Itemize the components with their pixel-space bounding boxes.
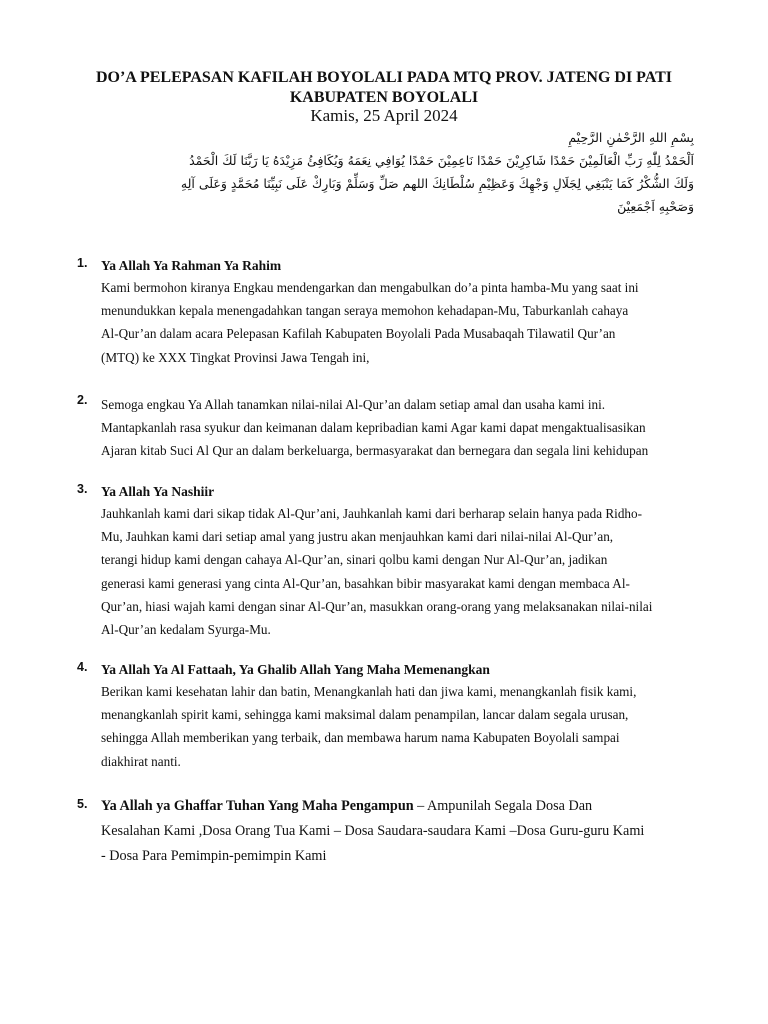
- body-line: diakhirat nanti.: [101, 753, 181, 769]
- body-line: Al-Qur’an kedalam Syurga-Mu.: [101, 622, 271, 638]
- body-line: Semoga engkau Ya Allah tanamkan nilai-nilai Al-Qur’an dalam setiap amal dan usaha kami ini.: [101, 397, 606, 412]
- item-heading: Ya Allah Ya Rahman Ya Rahim: [101, 258, 282, 273]
- item-body: [77, 393, 703, 463]
- item-heading-line: [77, 794, 703, 819]
- body-line: terangi hidup kami dengan cahaya Al-Qur’an, sinari qolbu kami dengan Nur Al-Qur’an, jadikan: [101, 552, 608, 568]
- document-date: Kamis, 25 April 2024: [310, 106, 458, 125]
- prayer-item-5: [77, 794, 703, 869]
- arabic-line: وَلَكَ الشُّكْرُ كَمَا يَنْبَغِي لِجَلَالِ وَجْهِكَ وَعَظِيْمِ سُلْطَانِكَ اللهم صَلِّ وَسَلِّمْ وَبَارِكْ عَلَى نَبِيِّنَا مُحَمَّدٍ وَعَلَى آلِهِ: [180, 176, 694, 191]
- body-line: (MTQ) ke XXX Tingkat Provinsi Jawa Tengah ini,: [101, 349, 370, 365]
- body-line: menundukkan kepala menengadahkan tangan seraya memohon kehadapan-Mu, Taburkanlah cahaya: [101, 303, 629, 319]
- item-body: [77, 502, 703, 641]
- item-body: [77, 276, 703, 369]
- body-line: Al-Qur’an dalam acara Pelepasan Kafilah Kabupaten Boyolali Pada Musabaqah Tilawatil Qur’an: [101, 326, 616, 342]
- arabic-opening-prayer: [64, 126, 694, 218]
- document-title: [60, 68, 708, 108]
- arabic-line: وَصَحْبِهِ اَجْمَعِيْنَ: [617, 199, 694, 214]
- body-line: Qur’an, hiasi wajah kami dengan sinar Al-Qur’an, masukkan orang-orang yang melaksanakan nilai-nilai: [101, 598, 653, 614]
- prayer-item-1: [77, 256, 703, 369]
- body-line: - Dosa Para Pemimpin-pemimpin Kami: [101, 848, 327, 864]
- item-number: 5.: [77, 797, 88, 811]
- prayer-item-3: [77, 482, 703, 641]
- prayer-item-2: [77, 393, 703, 463]
- body-line: Ajaran kitab Suci Al Qur an dalam berkeluarga, bermasyarakat dan bernegara dan segala lini kehidupan: [101, 443, 649, 459]
- item-number: 4.: [77, 660, 88, 674]
- item-number: 2.: [77, 393, 88, 407]
- title-line-2: KABUPATEN BOYOLALI: [289, 89, 479, 106]
- body-line: Jauhkanlah kami dari sikap tidak Al-Qur’ani, Jauhkanlah kami dari berharap selain hanya pada Ridho-: [101, 506, 643, 521]
- item-number: 3.: [77, 482, 88, 496]
- arabic-line: اَلْحَمْدُ لِلّٰهِ رَبِّ الْعَالَمِيْنَ حَمْدًا شَاكِرِيْنَ حَمْدًا نَاعِمِيْنَ حَمْدًا يُوَافِي نِعَمَهُ وَيُكَافِئُ مَزِيْدَهُ يَا رَبَّنَا لَكَ الْحَمْدُ: [189, 153, 694, 168]
- item-heading: Ya Allah Ya Nashiir: [101, 484, 215, 499]
- body-line: Kami bermohon kiranya Engkau mendengarkan dan mengabulkan do’a pinta hamba-Mu yang saat ini: [101, 280, 639, 295]
- body-line: Berikan kami kesehatan lahir dan batin, Menangkanlah hati dan jiwa kami, menangkanlah fisik kami,: [101, 684, 637, 699]
- body-line: Mu, Jauhkan kami dari setiap amal yang justru akan menjauhkan kami dari nilai-nilai Al-Qur’an,: [101, 529, 614, 545]
- item-number: 1.: [77, 256, 88, 270]
- body-line: menangkanlah spirit kami, sehingga kami maksimal dalam penampilan, lancar dalam segala urusan,: [101, 707, 629, 723]
- body-line: sehingga Allah memberikan yang terbaik, dan membawa harum nama Kabupaten Boyolali sampai: [101, 730, 620, 746]
- body-line: Mantapkanlah rasa syukur dan keimanan dalam kepribadian kami Agar kami dapat mengaktualisasikan: [101, 420, 646, 436]
- item-heading: Ya Allah Ya Al Fattaah, Ya Ghalib Allah Yang Maha Memenangkan: [101, 662, 490, 677]
- body-line: Kesalahan Kami ,Dosa Orang Tua Kami – Dosa Saudara-saudara Kami –Dosa Guru-guru Kami: [101, 823, 645, 839]
- item-heading-continuation: – Ampunilah Segala Dosa Dan: [413, 798, 593, 814]
- item-body: [77, 819, 703, 869]
- prayer-item-4: [77, 660, 703, 773]
- item-heading: Ya Allah ya Ghaffar Tuhan Yang Maha Pengampun: [101, 798, 414, 814]
- item-body: [77, 680, 703, 773]
- body-line: generasi kami generasi yang cinta Al-Qur’an, basahkan bibir masyarakat kami dengan membaca Al-: [101, 575, 630, 591]
- title-line-1: DO’A PELEPASAN KAFILAH BOYOLALI PADA MTQ PROV. JATENG DI PATI: [95, 69, 673, 86]
- arabic-line: بِسْمِ اللهِ الرَّحْمٰنِ الرَّحِيْمِ: [568, 130, 694, 145]
